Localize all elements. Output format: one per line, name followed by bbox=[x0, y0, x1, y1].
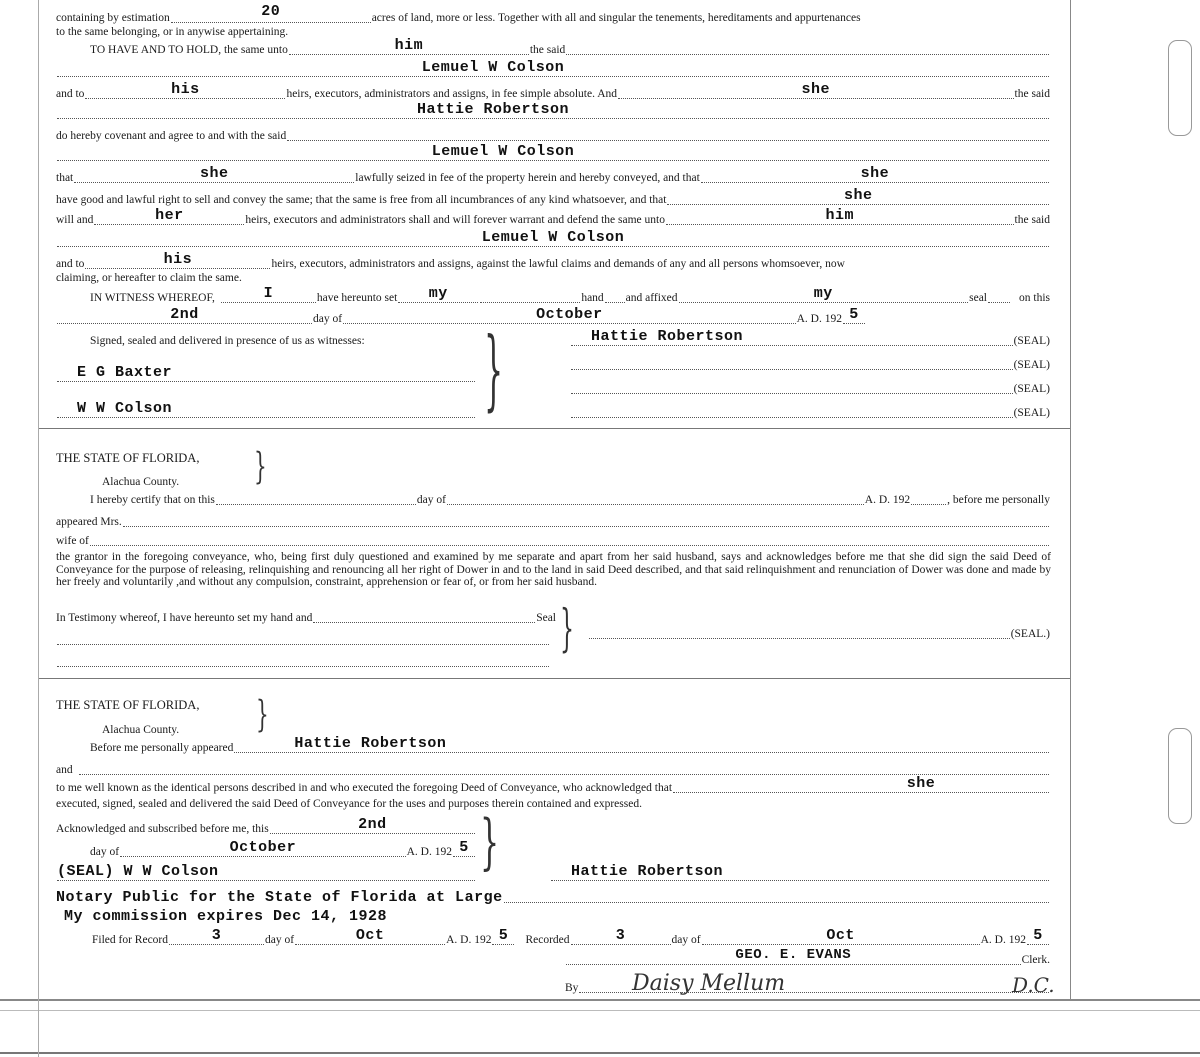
blank-field bbox=[589, 620, 1010, 639]
brace-icon: } bbox=[560, 601, 574, 659]
label: appeared Mrs. bbox=[56, 516, 122, 528]
seal-label: (SEAL) bbox=[1013, 383, 1050, 395]
ack-date-line bbox=[90, 838, 476, 860]
good-right-line bbox=[56, 186, 1050, 208]
seal-label: (SEAL) bbox=[1013, 407, 1050, 419]
label: Seal bbox=[536, 612, 556, 624]
deputy-signature: Daisy Mellum bbox=[632, 971, 786, 996]
commission-line bbox=[64, 903, 387, 925]
brace-icon: } bbox=[484, 321, 504, 423]
blank-field bbox=[571, 351, 1013, 370]
label: lawfully seized in fee of the property herein and hereby conveyed, and that bbox=[355, 172, 700, 184]
signer-field bbox=[571, 327, 1013, 346]
warrant-line bbox=[56, 206, 1050, 228]
binder-ring-icon bbox=[1168, 728, 1192, 824]
grantee-field bbox=[57, 58, 1049, 77]
label: Before me personally appeared bbox=[90, 742, 234, 754]
wife-line bbox=[56, 527, 1050, 549]
blank-field bbox=[988, 284, 1010, 303]
year-field bbox=[911, 486, 946, 505]
filed-day-value: 3 bbox=[211, 927, 222, 944]
filed-month-value: Oct bbox=[355, 927, 385, 944]
label: In Testimony whereof, I have hereunto set my hand and bbox=[56, 612, 313, 624]
label: A. D. 192 bbox=[864, 494, 911, 506]
state-line bbox=[56, 691, 199, 713]
clerk-line bbox=[565, 946, 1050, 968]
warrant-value: him bbox=[825, 207, 855, 224]
signer-line bbox=[570, 327, 1050, 349]
commission-text: My commission expires Dec 14, 1928 bbox=[64, 908, 388, 925]
witness-line bbox=[90, 284, 1050, 306]
month-field bbox=[447, 486, 864, 505]
label: have good and lawful right to sell and convey the same; that the same is free from all incumbrances of any kind whatsoever, and that bbox=[56, 194, 667, 206]
that-field bbox=[74, 164, 354, 183]
blank-field bbox=[566, 36, 1049, 55]
blank-line bbox=[56, 648, 550, 670]
certify-line bbox=[90, 486, 1050, 508]
label: A. D. 192 bbox=[796, 313, 842, 325]
rec-month-value: Oct bbox=[826, 927, 855, 944]
label: and to bbox=[56, 258, 85, 270]
label: heirs, executors, administrators and assigns, in fee simple absolute. And bbox=[286, 88, 617, 100]
label: that bbox=[56, 172, 74, 184]
and-field bbox=[618, 80, 1014, 99]
seal-label: (SEAL) bbox=[1013, 359, 1050, 371]
label: By bbox=[565, 982, 579, 994]
witness1-value: E G Baxter bbox=[77, 364, 173, 381]
rec-year-field bbox=[1027, 926, 1049, 945]
brace-icon: } bbox=[254, 444, 267, 488]
and-value: she bbox=[801, 81, 831, 98]
seal-line bbox=[570, 351, 1050, 373]
blank-field bbox=[605, 284, 625, 303]
label: will and bbox=[56, 214, 94, 226]
clerk-name: GEO. E. EVANS bbox=[735, 947, 852, 963]
date-line bbox=[56, 305, 866, 327]
unto-field bbox=[289, 36, 529, 55]
label: hand bbox=[581, 292, 604, 304]
county-label: Alachua County. bbox=[102, 476, 180, 488]
filed-year-field bbox=[492, 926, 514, 945]
label: day of bbox=[313, 313, 343, 325]
known-value: she bbox=[906, 775, 936, 792]
witness1-line bbox=[56, 363, 476, 385]
rec-day-value: 3 bbox=[615, 927, 626, 944]
label: TO HAVE AND TO HOLD, the same unto bbox=[90, 44, 288, 56]
witness2-line bbox=[56, 399, 476, 421]
signer-value: Hattie Robertson bbox=[571, 863, 724, 880]
witness1-field bbox=[57, 363, 475, 382]
label: Filed for Record bbox=[92, 934, 169, 946]
filed-year-value: 5 bbox=[498, 927, 509, 944]
county-label: Alachua County. bbox=[102, 724, 180, 736]
filed-month-field bbox=[295, 926, 445, 945]
heirs-line bbox=[56, 80, 1050, 102]
warrant-field bbox=[666, 206, 1014, 225]
seal-label: (SEAL) bbox=[1013, 335, 1050, 347]
seized-value: she bbox=[860, 165, 890, 182]
seal-line bbox=[570, 399, 1050, 421]
appeared-line bbox=[90, 734, 1050, 756]
grantee-value: Lemuel W Colson bbox=[481, 229, 625, 246]
label: A. D. 192 bbox=[406, 846, 452, 858]
page-edge bbox=[0, 999, 1200, 1001]
affixed-field bbox=[679, 284, 969, 303]
page-edge bbox=[0, 1052, 1200, 1054]
label: to the same belonging, or in anywise appertaining. bbox=[56, 26, 289, 38]
appeared-value: Hattie Robertson bbox=[294, 735, 447, 752]
label: Clerk. bbox=[1021, 954, 1050, 966]
seized-field bbox=[701, 164, 1049, 183]
ack-year-field bbox=[453, 838, 475, 857]
signer-line bbox=[550, 862, 1050, 884]
wife-field bbox=[90, 527, 1049, 546]
label: and bbox=[56, 764, 73, 776]
label: Recorded bbox=[525, 934, 570, 946]
filed-line bbox=[92, 926, 1050, 948]
label: acres of land, more or less. Together with all and singular the tenements, hereditaments and appurtenances bbox=[371, 12, 861, 24]
label: on this bbox=[1019, 292, 1050, 304]
blank-field bbox=[571, 399, 1013, 418]
grantee-line bbox=[56, 58, 1050, 80]
witness2-field bbox=[57, 399, 475, 418]
will-value: her bbox=[155, 207, 184, 224]
signer-field bbox=[551, 862, 1049, 881]
state-label: THE STATE OF FLORIDA, bbox=[56, 698, 200, 712]
label: containing by estimation bbox=[56, 12, 170, 24]
grantee-value: Lemuel W Colson bbox=[431, 143, 575, 160]
appeared-field bbox=[123, 508, 1049, 527]
label: the said bbox=[1014, 214, 1050, 226]
covenant-line bbox=[56, 122, 1050, 144]
day-field bbox=[216, 486, 416, 505]
signed-line bbox=[90, 327, 365, 349]
witness-field bbox=[221, 284, 316, 303]
month-field bbox=[343, 305, 796, 324]
that-value: she bbox=[199, 165, 229, 182]
label: the said bbox=[1014, 88, 1050, 100]
blank-field bbox=[571, 375, 1013, 394]
notary-value: (SEAL) W W Colson bbox=[57, 863, 219, 880]
rec-year-value: 5 bbox=[1033, 927, 1043, 944]
signer-value: Hattie Robertson bbox=[591, 328, 744, 345]
blank-field bbox=[504, 884, 1049, 903]
grantee-field bbox=[57, 228, 1049, 247]
will-field bbox=[94, 206, 244, 225]
label: day of bbox=[671, 934, 701, 946]
label: A. D. 192 bbox=[980, 934, 1026, 946]
notary-line bbox=[56, 862, 476, 884]
his-value: his bbox=[163, 251, 193, 268]
day-value: 2nd bbox=[170, 306, 199, 323]
notary-title: Notary Public for the State of Florida at Large bbox=[56, 889, 503, 906]
affixed-value: my bbox=[813, 285, 833, 302]
seal-label: (SEAL.) bbox=[1010, 628, 1050, 640]
state-label: THE STATE OF FLORIDA, bbox=[56, 451, 200, 465]
label: and affixed bbox=[625, 292, 678, 304]
label: wife of bbox=[56, 535, 89, 547]
grantee-line-2 bbox=[56, 142, 1050, 164]
month-value: October bbox=[536, 306, 603, 323]
blank-field bbox=[57, 648, 549, 667]
rec-month-field bbox=[702, 926, 980, 945]
page-edge bbox=[0, 1010, 1200, 1011]
known-field bbox=[673, 774, 1049, 793]
label: heirs, executors, administrators and assigns, against the lawful claims and demands of any and all persons whomsoever, now bbox=[271, 258, 845, 270]
grantor-field bbox=[57, 100, 1049, 119]
testimony-line bbox=[56, 604, 556, 626]
label: seal bbox=[969, 292, 987, 304]
grantor-line bbox=[56, 100, 1050, 122]
label: day of bbox=[265, 934, 295, 946]
filed-day-field bbox=[169, 926, 264, 945]
ack-day-field bbox=[270, 815, 475, 834]
label: executed, signed, sealed and delivered the said Deed of Conveyance for the uses and purposes therein contained and expressed. bbox=[56, 798, 642, 810]
ack-day-value: 2nd bbox=[358, 816, 387, 833]
ack-month-field bbox=[120, 838, 406, 857]
blank-line bbox=[56, 626, 550, 648]
unto-value: him bbox=[394, 37, 424, 54]
grantee-value: Lemuel W Colson bbox=[421, 59, 565, 76]
grantor-value: Hattie Robertson bbox=[416, 101, 570, 118]
claiming-line bbox=[56, 264, 242, 286]
clerk-field bbox=[566, 946, 1021, 965]
left-margin-line bbox=[38, 0, 39, 1057]
blank-field bbox=[79, 756, 1049, 775]
label: claiming, or hereafter to claim the same. bbox=[56, 272, 242, 284]
seized-line bbox=[56, 164, 1050, 186]
appeared-field bbox=[234, 734, 1049, 753]
seal-line bbox=[570, 375, 1050, 397]
grantee-line-3 bbox=[56, 228, 1050, 250]
label: the said bbox=[529, 44, 566, 56]
label: IN WITNESS WHEREOF, bbox=[90, 292, 215, 304]
grantee-field bbox=[57, 142, 1049, 161]
witness2-value: W W Colson bbox=[77, 400, 173, 417]
ack-line bbox=[56, 815, 476, 837]
acres-value: 20 bbox=[261, 3, 281, 20]
label: and to bbox=[56, 88, 85, 100]
section-divider bbox=[38, 678, 1070, 679]
right-margin-line bbox=[1070, 0, 1071, 1000]
label: Acknowledged and subscribed before me, this bbox=[56, 823, 269, 835]
blank-field bbox=[480, 284, 580, 303]
dc-signature: D.C. bbox=[1012, 973, 1055, 997]
officer-seal-line bbox=[588, 620, 1050, 642]
blank-field bbox=[287, 122, 1049, 141]
label: I hereby certify that on this bbox=[90, 494, 215, 506]
his-field bbox=[85, 80, 285, 99]
label: day of bbox=[90, 846, 120, 858]
blank-field bbox=[57, 626, 549, 645]
state-line bbox=[56, 444, 199, 466]
habendum-line bbox=[90, 36, 1050, 58]
brace-icon: } bbox=[480, 808, 500, 878]
ack-year-value: 5 bbox=[459, 839, 469, 856]
section-divider bbox=[38, 428, 1070, 429]
label: , before me personally bbox=[947, 494, 1050, 506]
year-value: 5 bbox=[849, 306, 859, 323]
day-field bbox=[57, 305, 312, 324]
blank-field bbox=[313, 604, 535, 623]
notary-field bbox=[57, 862, 475, 881]
his-value: his bbox=[171, 81, 200, 98]
label: A. D. 192 bbox=[446, 934, 492, 946]
rec-day-field bbox=[571, 926, 671, 945]
set-field bbox=[398, 284, 478, 303]
executed-line bbox=[56, 790, 642, 812]
good-right-value: she bbox=[843, 187, 873, 204]
label: Signed, sealed and delivered in presence of us as witnesses: bbox=[90, 335, 365, 347]
set-value: my bbox=[428, 285, 448, 302]
label: to me well known as the identical persons described in and who executed the foregoing Deed of Conveyance, who acknowledged that bbox=[56, 782, 673, 794]
dower-paragraph: the grantor in the foregoing conveyance, who, being first duly questioned and examined by me separate and apart from her said husband, says and acknowledges before me that she did sign the said Deed of Conveyance for the purpose of releasing, relinquishing and renouncing all her right of Dower in and to the land in said Deed described, and that said relinquishment and renunciation of Dower was done and made by her freely and voluntarily ,and without any compulsion, constraint, apprehension or fear of, or from her said husband. bbox=[56, 551, 1051, 588]
witness-value: I bbox=[263, 285, 274, 302]
binder-ring-icon bbox=[1168, 40, 1192, 136]
label: do hereby covenant and agree to and with the said bbox=[56, 130, 287, 142]
label: day of bbox=[416, 494, 446, 506]
brace-icon: } bbox=[256, 692, 269, 736]
year-field bbox=[843, 305, 865, 324]
label: heirs, executors and administrators shall and will forever warrant and defend the same unto bbox=[245, 214, 665, 226]
ack-month-value: October bbox=[229, 839, 297, 856]
label: have hereunto set bbox=[316, 292, 398, 304]
good-right-field bbox=[667, 186, 1049, 205]
